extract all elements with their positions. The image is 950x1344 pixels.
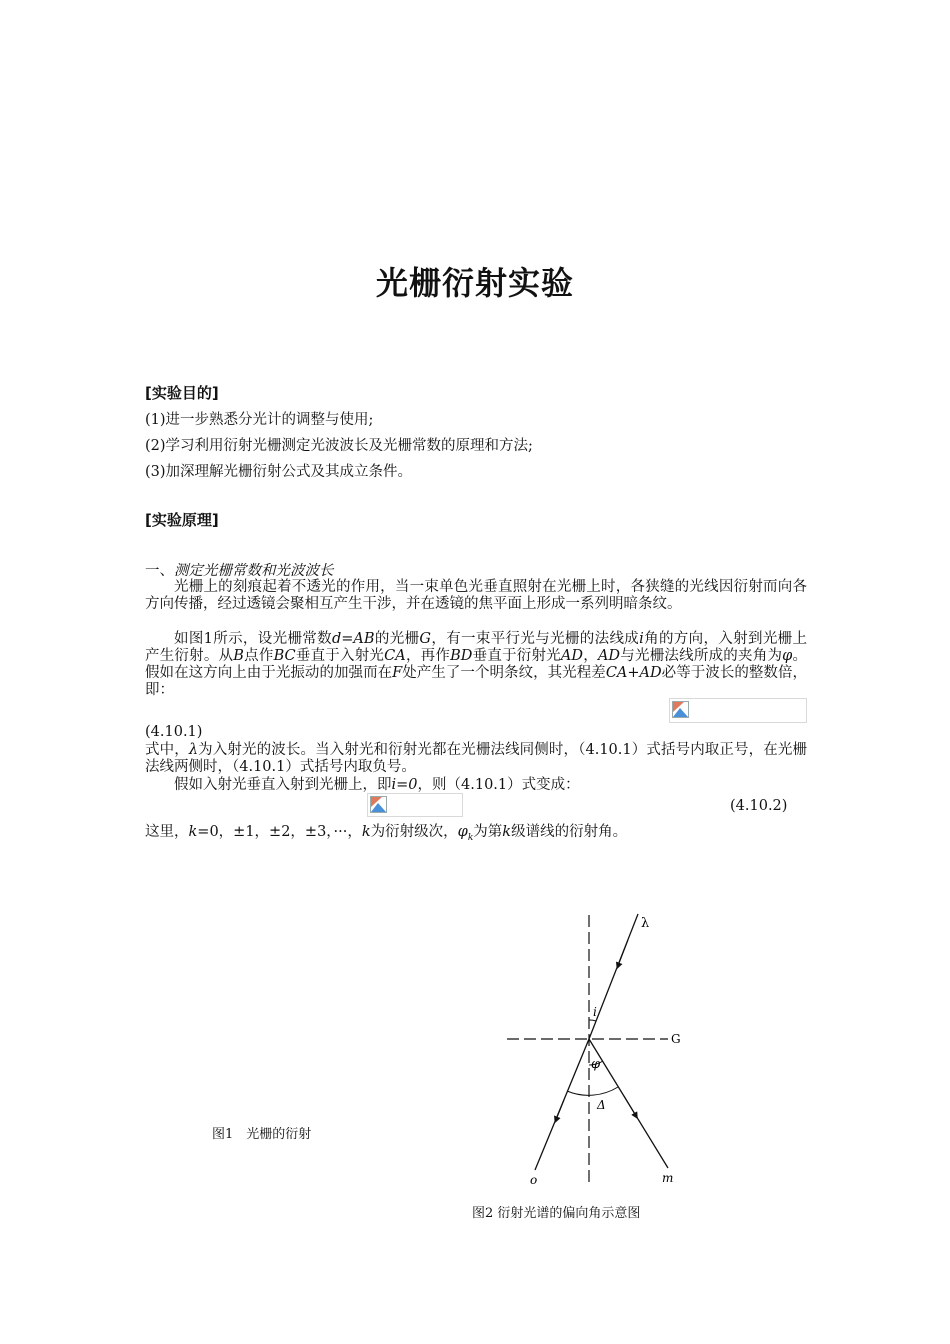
broken-image-icon: [672, 701, 689, 718]
label-delta: Δ: [597, 1098, 606, 1112]
paragraph-1: 光栅上的刻痕起着不透光的作用，当一束单色光垂直照射在光栅上时，各狭缝的光线因衍射而向各方向传播，经过透镜会聚相互产生干涉，并在透镜的焦平面上形成一系列明暗条纹。: [145, 579, 807, 612]
figure-1-caption: 图1 光栅的衍射: [212, 1127, 312, 1142]
purpose-item-1: (1)进一步熟悉分光计的调整与使用;: [145, 412, 374, 428]
equation-1-label: (4.10.1): [145, 724, 203, 740]
diffracted-ray-arrow: [624, 1096, 636, 1116]
zero-order-ray-arrow: [556, 1100, 564, 1120]
paragraph-4: 假如入射光垂直入射到光栅上，即i=0，则（4.10.1）式变成：: [174, 777, 580, 793]
figure-2-diagram: [490, 900, 720, 1190]
incident-ray: [589, 914, 638, 1039]
purpose-heading: [实验目的]: [145, 384, 219, 402]
incident-ray-arrow: [618, 940, 628, 966]
page-title: 光栅衍射实验: [375, 264, 574, 302]
section-1-title-text: 测定光栅常数和光波波长: [174, 563, 334, 579]
label-o: o: [530, 1173, 538, 1187]
angle-i-arc: [589, 1020, 596, 1021]
label-m: m: [662, 1171, 674, 1185]
paragraph-2: 如图1所示，设光栅常数d=AB的光栅G，有一束平行光与光栅的法线成i角的方向，入射到光栅上产生衍射。从B点作BC垂直于入射光CA，再作BD垂直于衍射光AD，AD与光栅法线所成的夹角为φ。假如在这方向上由于光振动的加强而在F处产生了一个明条纹，其光程差CA+AD必等于波长的整数倍，即：: [145, 631, 808, 698]
section-1-prefix: 一、: [145, 563, 174, 579]
broken-image-icon: [370, 796, 387, 813]
section-1-title: [145, 559, 334, 580]
equation-1-image: [669, 698, 807, 723]
equation-2-label: (4.10.2): [730, 798, 788, 814]
label-i: i: [593, 1005, 597, 1019]
equation-2-image: [367, 793, 463, 817]
paragraph-3: 式中，λ为入射光的波长。当入射光和衍射光都在光栅法线同侧时，（4.10.1）式括号内取正号，在光栅法线两侧时，（4.10.1）式括号内取负号。: [145, 742, 807, 775]
label-lambda: λ: [641, 916, 650, 931]
label-phi: φ: [591, 1057, 601, 1072]
angle-delta-arc: [567, 1087, 618, 1095]
purpose-item-3: (3)加深理解光栅衍射公式及其成立条件。: [145, 464, 413, 480]
label-G: G: [671, 1032, 681, 1046]
principle-heading: [实验原理]: [145, 511, 219, 529]
figure-2-caption: 图2 衍射光谱的偏向角示意图: [472, 1206, 641, 1221]
paragraph-5: 这里，k=0，±1，±2，±3，···，k为衍射级次，$\varphi_k$为第k级谱线的衍射角。: [145, 824, 628, 843]
purpose-item-2: (2)学习利用衍射光栅测定光波波长及光栅常数的原理和方法;: [145, 438, 533, 454]
